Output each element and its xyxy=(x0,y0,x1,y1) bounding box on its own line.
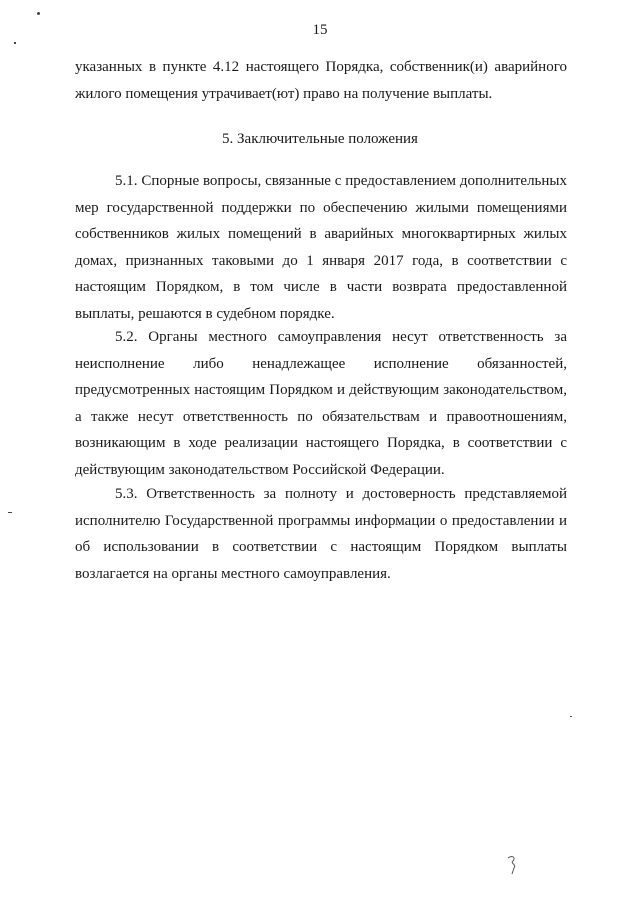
section-heading: 5. Заключительные положения xyxy=(222,131,418,147)
intro-text: указанных в пункте 4.12 настоящего Порядка, собственник(и) аварийного жилого помещения утрачивает(ют) право на получение выплаты. xyxy=(75,59,567,102)
paragraph-5-2 xyxy=(75,324,567,483)
paragraph-text: 5.1. Спорные вопросы, связанные с предоставлением дополнительных мер государственной поддержки по обеспечению жилыми помещениями собственников жилых помещений в аварийных многоквартирных жилых домах, признанных таковыми до 1 января 2017 года, в соответствии с настоящим Порядком, в том числе в части возврата предоставленной выплаты, решаются в судебном порядке. xyxy=(75,173,567,322)
paragraph-text: 5.2. Органы местного самоуправления несут ответственность за неисполнение либо ненадлежащее исполнение обязанностей, предусмотренных настоящим Порядком и действующим законодательством, а также несут ответственность по обязательствам и правоотношениям, возникающим в ходе реализации настоящего Порядка, в соответствии с действующим законодательством Российской Федерации. xyxy=(75,329,567,478)
page-number: 15 xyxy=(312,22,328,38)
scan-dot xyxy=(8,512,12,513)
intro-paragraph xyxy=(75,54,567,107)
handwritten-mark xyxy=(506,854,520,876)
paragraph-5-3 xyxy=(75,481,567,587)
scan-dot xyxy=(570,716,572,717)
scan-dot xyxy=(14,42,16,44)
paragraph-text: 5.3. Ответственность за полноту и достоверность представляемой исполнителю Государственной программы информации о предоставлении и об использовании в соответствии с настоящим Порядком выплаты возлагается на органы местного самоуправления. xyxy=(75,486,567,582)
paragraph-5-1 xyxy=(75,168,567,327)
scan-dot xyxy=(37,12,40,15)
